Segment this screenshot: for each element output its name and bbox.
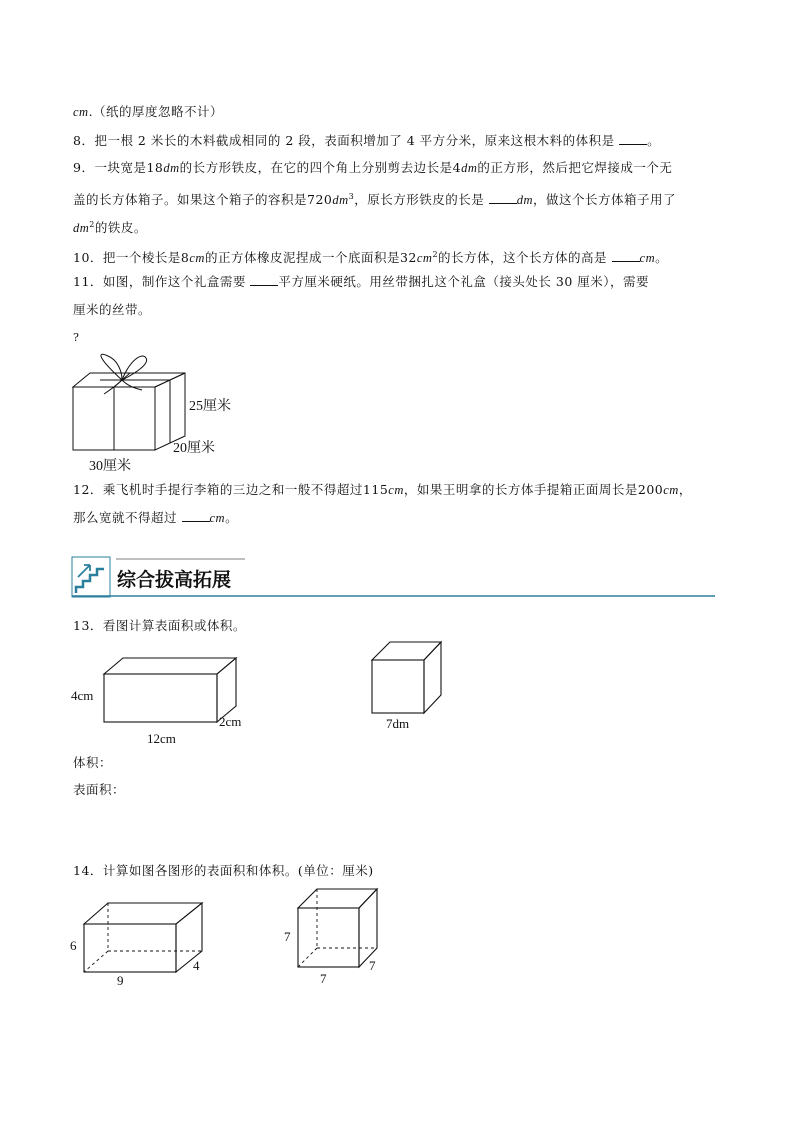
q10-unit: cm [639,251,656,266]
q8-end: 。 [647,133,661,148]
q12-unit: cm [388,483,404,497]
q10-text-b: 的正方体橡皮泥捏成一个底面积是 [204,250,400,266]
q8-text: 8．把一根 2 米长的木料截成相同的 2 段，表面积增加了 4 平方分米，原来这根木料的体积是 [73,133,615,148]
q14-cube-depth: 7 [369,958,376,973]
question-9-line-3 [73,217,147,236]
q9-value: 4 [452,160,462,175]
q9-unit: dm [516,193,534,208]
q13-cuboid-length: 12cm [147,731,176,746]
answer-blank[interactable] [619,133,647,145]
q13-cuboid-height: 4cm [71,688,94,703]
text: .（纸的厚度忽略不计） [88,104,224,119]
q14-cube-height: 7 [284,929,291,944]
q14-cuboid-length: 9 [117,973,124,988]
unit: cm [73,105,89,119]
question-8 [73,133,660,149]
question-9-line-2 [73,189,676,208]
gift-box-figure [70,350,270,470]
q10-unit: cm [416,251,433,266]
question-13: 13．看图计算表面积或体积。 [73,618,246,633]
q9-text-a: 9．一块宽是 [73,160,147,175]
gift-box-length: 30厘米 [89,459,131,474]
q9-text-g: 的铁皮。 [94,220,147,236]
q11-text-c: 厘米的丝带。 [73,302,152,317]
q9-unit: dm [73,221,90,236]
q9-unit: dm [332,193,349,208]
q7-tail [73,104,223,120]
q9-sup: 2 [89,220,95,229]
q13-cuboid-depth: 2cm [219,714,242,729]
question-11-line-1 [73,274,649,290]
q14-cuboid-height: 6 [70,938,77,953]
answer-blank[interactable] [489,192,517,204]
q10-value: 32 [399,250,417,266]
q10-value: 8 [180,250,190,266]
gift-box-height: 25厘米 [189,399,231,414]
q9-unit: dm [163,161,180,175]
q11-mark: ? [73,331,80,344]
section-title: 综合拔高拓展 [117,569,232,591]
q12-unit: cm [209,511,226,525]
question-9-line-1 [73,160,672,176]
q13-cube-figure [370,640,450,720]
q12-unit: cm [663,483,679,497]
answer-blank[interactable] [612,250,640,262]
q12-text-c: ， [678,482,692,497]
question-11-line-2 [73,302,151,318]
q9-text-d: 盖的长方体箱子。如果这个箱子的容积是 [73,192,308,208]
gift-box-depth: 20厘米 [173,441,215,456]
bow-loop-left [101,354,122,380]
question-14: 14．计算如图各图形的表面积和体积。(单位：厘米) [73,863,374,878]
q12-text-d: 那么宽就不得超过 [73,510,178,525]
q11-text-a: 11．如图，制作这个礼盒需要 [73,274,246,289]
q12-value: 200 [637,482,664,497]
question-12-line-1 [73,482,692,498]
answer-blank[interactable] [182,510,210,522]
q12-text-a: 12．乘飞机时手提行李箱的三边之和一般不得超过 [73,482,363,497]
question-12-line-2 [73,510,238,526]
q12-text-b: ，如果王明拿的长方体手提箱正面周长是 [403,482,638,497]
q10-sup: 2 [432,250,439,259]
q14-cuboid-depth: 4 [193,958,200,973]
q13-cube-edge: 7dm [386,716,410,731]
q9-unit: dm [461,161,478,175]
q14-cube-length: 7 [320,971,327,986]
q12-end: 。 [225,510,239,525]
q12-value: 115 [362,482,389,497]
q10-end: 。 [655,250,669,266]
question-10 [73,247,668,266]
answer-blank[interactable] [250,274,278,286]
q10-unit: cm [189,251,205,266]
volume-label: 体积： [73,755,113,770]
q9-text-e: ，原长方形铁皮的长是 [354,192,485,208]
q9-text-c: 的正方形，然后把它焊接成一个无 [477,160,673,175]
q9-text-f: ，做这个长方体箱子用了 [533,192,677,208]
q9-value: 18 [146,160,164,175]
q9-text-b: 的长方形铁皮，在它的四个角上分别剪去边长是 [179,160,453,175]
q9-sup: 3 [348,192,355,201]
surface-area-label: 表面积： [73,782,126,797]
q11-text-b: 平方厘米硬纸。用丝带捆扎这个礼盒（接头处长 30 厘米），需要 [278,274,650,289]
q10-text-a: 10．把一个棱长是 [73,250,181,266]
q10-text-c: 的长方体，这个长方体的高是 [438,250,608,266]
q9-value: 720 [307,192,333,208]
